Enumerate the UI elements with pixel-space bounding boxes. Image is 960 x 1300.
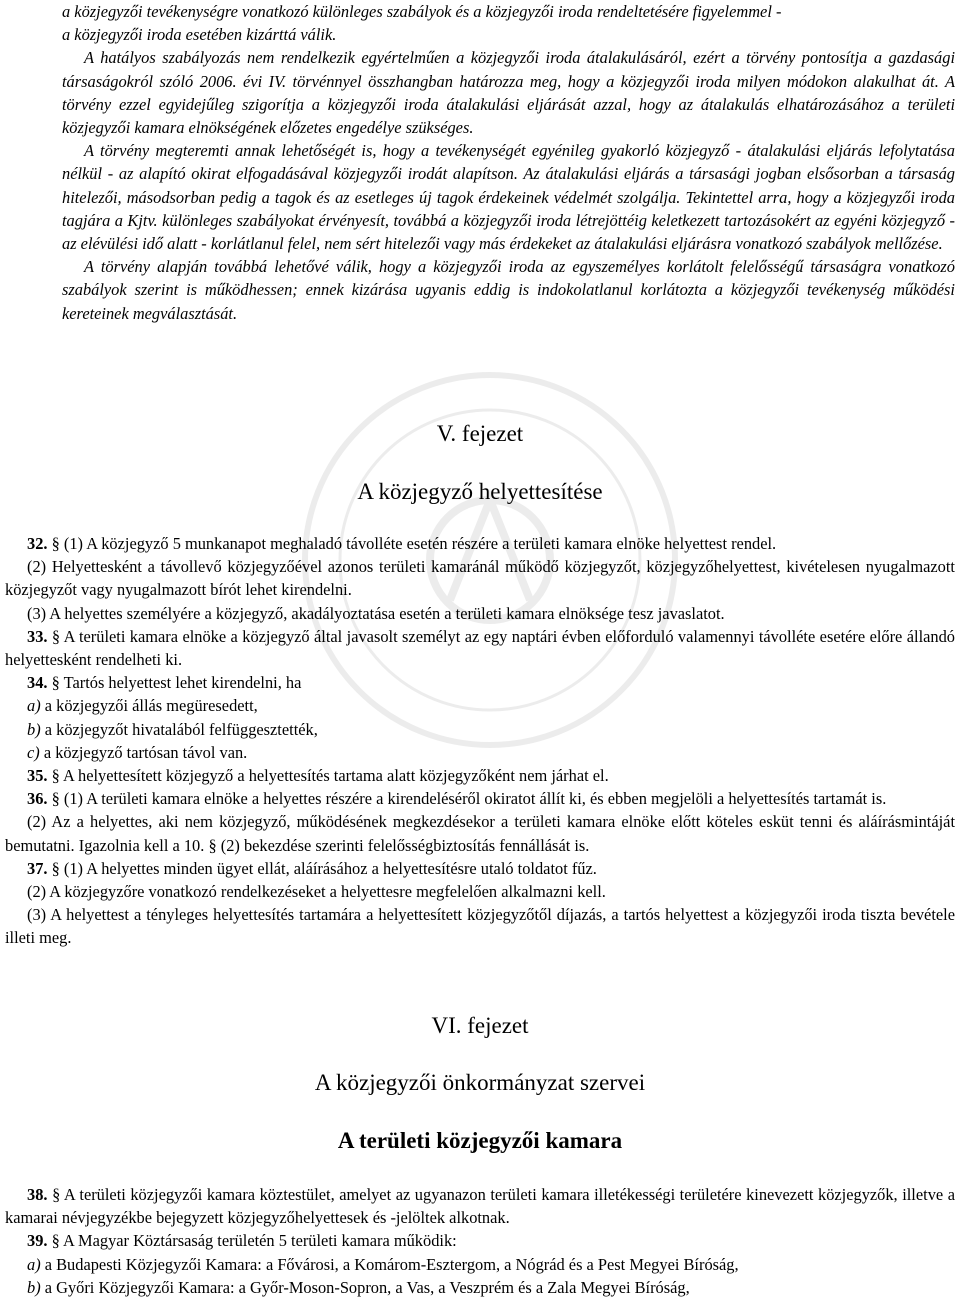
chapter-5-number: V. fejezet — [436, 421, 524, 446]
section-38: 38. § A területi közjegyzői kamara köztestület, amelyet az ugyanazon területi kamara illetékességi területére kinevezett közjegyzők, illetve a kamarai névjegyzékbe bejegyzett közjegyzőhelyettesek és -jelöltek alkotnak. — [5, 1185, 955, 1228]
section-32-par-1: 32. § (1) A közjegyző 5 munkanapot meghaladó távolléte esetén részére a területi kamara elnöke helyettest rendel. — [27, 534, 777, 553]
intro-paragraph-1: A hatályos szabályozás nem rendelkezik egyértelműen a közjegyzői iroda átalakulásáról, ezért a törvény pontosítja a gazdasági társaságokról szóló 2006. évi IV. törvénnyel összhangban határozza meg, hogy a közjegyzői iroda milyen módokon alakulhat át. A törvény ezzel egyidejűleg szigorítja a közjegyzői iroda átalakulási eljárását azzal, hogy az átalakulás elhatározásához a területi közjegyzői kamara elnökségének előzetes engedélye szükséges. — [62, 48, 955, 138]
chapter-6-title: A közjegyzői önkormányzat szervei — [314, 1070, 646, 1095]
intro-line-2: a közjegyzői iroda esetében kizárttá válik. — [62, 25, 337, 45]
intro-line-1: a közjegyzői tevékenységre vonatkozó különleges szabályok és a közjegyzői iroda rendeltetésére figyelemmel - — [62, 2, 782, 21]
section-33: 33. § A területi kamara elnöke a közjegyző által javasolt személyt az egy naptári évben előforduló valamennyi távolléte esetére előre állandó helyettesként rendelheti ki. — [5, 626, 955, 670]
section-34-item-b: b) a közjegyzőt hivatalából felfüggesztették, — [27, 719, 318, 739]
section-39: 39. § A Magyar Köztársaság területén 5 területi kamara működik: — [27, 1231, 457, 1251]
section-37-number: 37. — [27, 858, 48, 878]
section-39-item-a: a) a Budapesti Közjegyzői Kamara: a Fővárosi, a Komárom-Esztergom, a Nógrád és a Pest Megyei Bíróság, — [27, 1254, 739, 1274]
section-39-number: 39. — [27, 1231, 48, 1251]
section-32-par-3: (3) A helyettes személyére a közjegyző, akadályoztatása esetén a területi kamara elnöksége tesz javaslatot. — [27, 603, 725, 623]
section-39-item-b: b) a Győri Közjegyzői Kamara: a Győr-Moson-Sopron, a Vas, a Veszprém és a Zala Megyei Bíróság, — [27, 1277, 690, 1297]
section-35: 35. § A helyettesített közjegyző a helyettesítés tartama alatt közjegyzőként nem járhat el. — [27, 766, 609, 786]
section-33-number: 33. — [27, 626, 48, 646]
section-34-item-c: c) a közjegyző tartósan távol van. — [27, 742, 248, 762]
intro-paragraph-3: A törvény alapján továbbá lehetővé válik, hogy a közjegyzői iroda az egyszemélyes korlátolt felelősségű társaságra vonatkozó szabályok szerint is működhessen; ennek kizárása ugyanis eddig is indokolatlanul korlátozta a közjegyzői tevékenység működési kereteinek megválasztását. — [62, 257, 955, 323]
chapter-6-subtitle: A területi közjegyzői kamara — [337, 1128, 623, 1153]
section-36-number: 36. — [27, 789, 48, 809]
section-32-number: 32. — [27, 534, 48, 553]
section-35-number: 35. — [27, 766, 48, 786]
section-37-par-1: 37. § (1) A helyettes minden ügyet ellát, aláírásához a helyettesítésre utaló toldatot fűz. — [27, 858, 597, 878]
chapter-5-sections — [5, 532, 955, 950]
section-38-number: 38. — [27, 1185, 48, 1204]
section-36-par-2: (2) Az a helyettes, aki nem közjegyző, működésének megkezdésekor a területi kamara elnöke előtt köteles esküt tenni és aláírásmintáját bemutatni. Igazolnia kell a 10. § (2) bekezdése szerinti felelősségbiztosítás fennállását is. — [5, 812, 955, 855]
section-37-par-3: (3) A helyettest a tényleges helyettesítés tartamára a helyettesített közjegyzőtől díjazás, a tartós helyettest a közjegyzői iroda tiszta bevétele illeti meg. — [5, 905, 955, 948]
section-34: 34. § Tartós helyettest lehet kirendelni, ha — [27, 673, 302, 693]
chapter-6-sections — [5, 1183, 955, 1299]
section-34-item-a: a) a közjegyzői állás megüresedett, — [27, 696, 258, 716]
section-37-par-2: (2) A közjegyzőre vonatkozó rendelkezéseket a helyettesre megfelelően alkalmazni kell. — [27, 882, 606, 902]
section-32-par-2: (2) Helyettesként a távollevő közjegyzőével azonos területi kamaránál működő közjegyzőt, közjegyzőhelyettest, kivételesen nyugalmazott közjegyzőt vagy nyugalmazott bírót lehet kirendelni. — [5, 557, 955, 600]
section-34-number: 34. — [27, 673, 48, 693]
chapter-6-number: VI. fejezet — [431, 1013, 529, 1038]
intro-paragraph-2: A törvény megteremti annak lehetőségét is, hogy a tevékenységét egyénileg gyakorló közjegyző - átalakulási eljárás lefolytatása nélkül - az alapító okirat elfogadásával közjegyzői irodát alapítson. Az átalakulási eljárás a társasági jogban elsősorban a társaság hitelezői, másodsorban pedig a tagok és az esetleges új tagok érdekeinek védelmét szolgálja. Tekintettel arra, hogy a közjegyzői iroda tagjára a Kjtv. különleges szabályokat érvényesít, továbbá a közjegyzői iroda létrejöttéig keletkezett tartozásokért az egyéni közjegyző - az elévülési idő alatt - korlátlanul felel, nem sért hitelezői vagy más érdekeket az átalakulási eljárásra vonatkozó szabályok mellőzése. — [62, 141, 955, 254]
section-36-par-1: 36. § (1) A területi kamara elnöke a helyettes részére a kirendeléséről okiratot állít ki, és ebben megjelöli a helyettesítés tartamát is. — [27, 789, 887, 809]
intro-text — [62, 0, 955, 325]
chapter-5-title: A közjegyző helyettesítése — [357, 479, 603, 504]
